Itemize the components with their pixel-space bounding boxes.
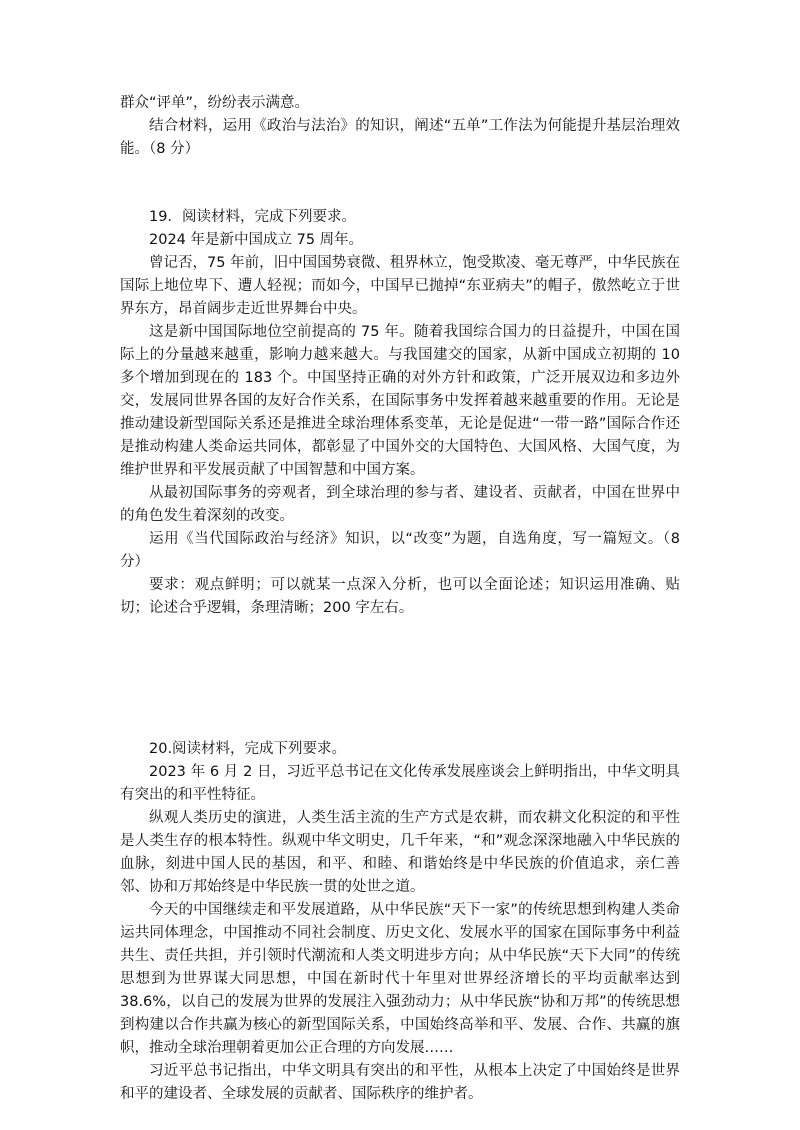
q20-paragraph-4: 习近平总书记指出，中华文明具有突出的和平性，从根本上决定了中国始终是世界和平的建设者、全球发展的贡献者、国际秩序的维护者。	[120, 1063, 680, 1102]
q19-task-text: 运用《当代国际政治与经济》知识，以“改变”为题，自选角度，写一篇短文。（8 分）	[120, 531, 680, 570]
q19-requirements: 要求：观点鲜明；可以就某一点深入分析，也可以全面论述；知识运用准确、贴切；论述合乎逻辑，条理清晰；200 字左右。	[120, 577, 680, 616]
q20-paragraph-1: 2023 年 6 月 2 日，习近平总书记在文化传承发展座谈会上鲜明指出，中华文明具有突出的和平性特征。	[120, 764, 680, 803]
q19-paragraph-2: 曾记否，75 年前，旧中国国势衰微、租界林立，饱受欺凌、毫无尊严，中华民族在国际上地位卑下、遭人轻视；而如今，中国早已抛掉“东亚病夫”的帽子，傲然屹立于世界东方，昂首阔步走近世界舞台中央。	[120, 255, 680, 317]
q18-tail-text: 群众“评单”，纷纷表示满意。	[120, 95, 310, 111]
q20-heading: 20.阅读材料，完成下列要求。	[149, 741, 347, 757]
answer-space-18	[120, 161, 680, 206]
q20-paragraph-2: 纵观人类历史的演进，人类生活主流的生产方式是农耕，而农耕文化积淀的和平性是人类生存的根本特性。纵观中华文明史，几千年来，“和”观念深深地融入中华民族的血脉，刻进中国人民的基因，和平、和睦、和谐始终是中华民族的价值追求，亲仁善邻、协和万邦始终是中华民族一贯的处世之道。	[120, 810, 680, 895]
q19-paragraph-3: 这是新中国国际地位空前提高的 75 年。随着我国综合国力的日益提升，中国在国际上的分量越来越重，影响力越来越大。与我国建交的国家，从新中国成立初期的 10 多个增加到现在的 183 个。中国坚持正确的对外方针和政策，广泛开展双边和多边外交，发展同世界各国的友好合作关系，在国际事务中发挥着越来越重要的作用。无论是推动建设新型国际关系还是推进全球治理体系变革，无论是促进“一带一路”国际合作还是推动构建人类命运共同体，都彰显了中国外交的大国特色、大国风格、大国气度，为维护世界和平发展贡献了中国智慧和中国方案。	[120, 324, 680, 478]
q19-paragraph-4: 从最初国际事务的旁观者，到全球治理的参与者、建设者、贡献者，中国在世界中的角色发生着深刻的改变。	[120, 485, 680, 524]
answer-space-19	[120, 620, 680, 738]
q19-paragraph-1: 2024 年是新中国成立 75 周年。	[149, 232, 364, 248]
exam-page	[120, 92, 680, 1106]
q19-heading: 19．阅读材料，完成下列要求。	[149, 209, 356, 225]
q18-task-text: 结合材料，运用《政治与法治》的知识，阐述“五单”工作法为何能提升基层治理效能。（8 分）	[120, 118, 680, 157]
q20-paragraph-3: 今天的中国继续走和平发展道路，从中华民族“天下一家”的传统思想到构建人类命运共同体理念，中国推动不同社会制度、历史文化、发展水平的国家在国际事务中利益共生、责任共担，并引领时代潮流和人类文明进步方向；从中华民族“天下大同”的传统思想到为世界谋大同思想，中国在新时代十年里对世界经济增长的平均贡献率达到 38.6%，以自己的发展为世界的发展注入强劲动力；从中华民族“协和万邦”的传统思想到构建以合作共赢为核心的新型国际关系，中国始终高举和平、发展、合作、共赢的旗帜，推动全球治理朝着更加公正合理的方向发展……	[120, 902, 680, 1056]
